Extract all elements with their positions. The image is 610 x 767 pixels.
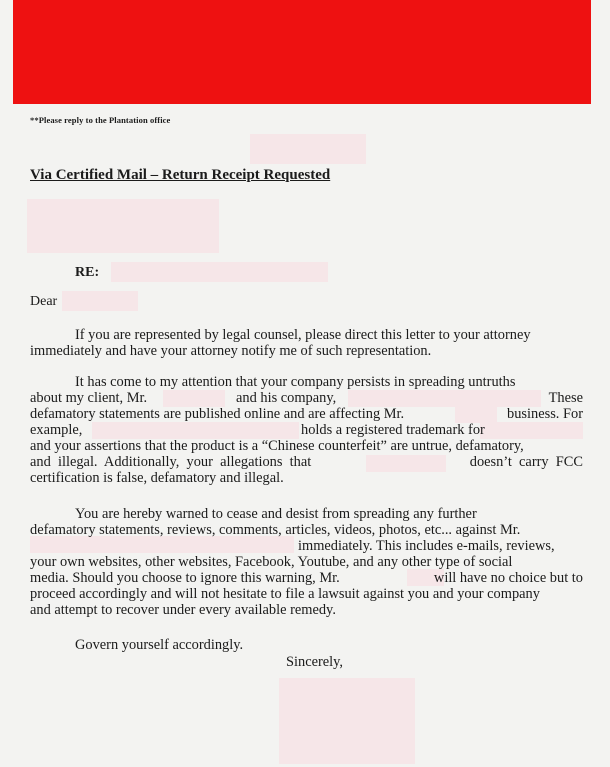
redacted-salutation-name (62, 291, 138, 311)
redacted-date (250, 134, 366, 164)
paragraph-line: defamatory statements are published online and are affecting Mr. business. For (30, 406, 583, 422)
paragraph-line: It has come to my attention that your company persists in spreading untruths (75, 374, 516, 390)
paragraph-1 (30, 327, 583, 359)
salutation: Dear (30, 294, 58, 309)
paragraph-line: immediately. This includes e-mails, reviews, (298, 538, 555, 554)
reply-note: **Please reply to the Plantation office (30, 115, 171, 125)
paragraph-line: about my client, Mr. and his company, These (30, 390, 583, 406)
redacted-re-subject (111, 262, 328, 282)
delivery-method-heading: Via Certified Mail – Return Receipt Requested (30, 167, 331, 183)
paragraph-line: your own websites, other websites, Facebook, Youtube, and any other type of social (30, 554, 513, 570)
paragraph-line: immediately and have your attorney notify me of such representation. (30, 343, 432, 359)
redacted-signature (279, 678, 415, 764)
paragraph-line: example, holds a registered trademark for (30, 422, 485, 438)
redacted-letterhead (13, 0, 591, 104)
paragraph-line: If you are represented by legal counsel, please direct this letter to your attorney (75, 327, 531, 343)
closing-line: Govern yourself accordingly. (75, 637, 244, 653)
redacted-recipient-address (27, 199, 219, 253)
paragraph-line: and illegal. Additionally, your allegations that doesn’t carry FCC (30, 454, 583, 470)
paragraph-line: and your assertions that the product is a “Chinese counterfeit” are untrue, defamatory, (30, 438, 524, 454)
paragraph-line: defamatory statements, reviews, comments, articles, videos, photos, etc... against Mr. (30, 522, 521, 538)
paragraph-line: media. Should you choose to ignore this warning, Mr. will have no choice but to (30, 570, 583, 586)
paragraph-2 (30, 374, 583, 486)
paragraph-line: certification is false, defamatory and illegal. (30, 470, 284, 486)
re-label: RE: (75, 265, 100, 280)
paragraph-line: You are hereby warned to cease and desist from spreading any further (75, 506, 477, 522)
signoff: Sincerely, (286, 654, 344, 670)
paragraph-3 (30, 506, 583, 618)
paragraph-line: and attempt to recover under every available remedy. (30, 602, 336, 618)
paragraph-line: proceed accordingly and will not hesitate to file a lawsuit against you and your company (30, 586, 540, 602)
